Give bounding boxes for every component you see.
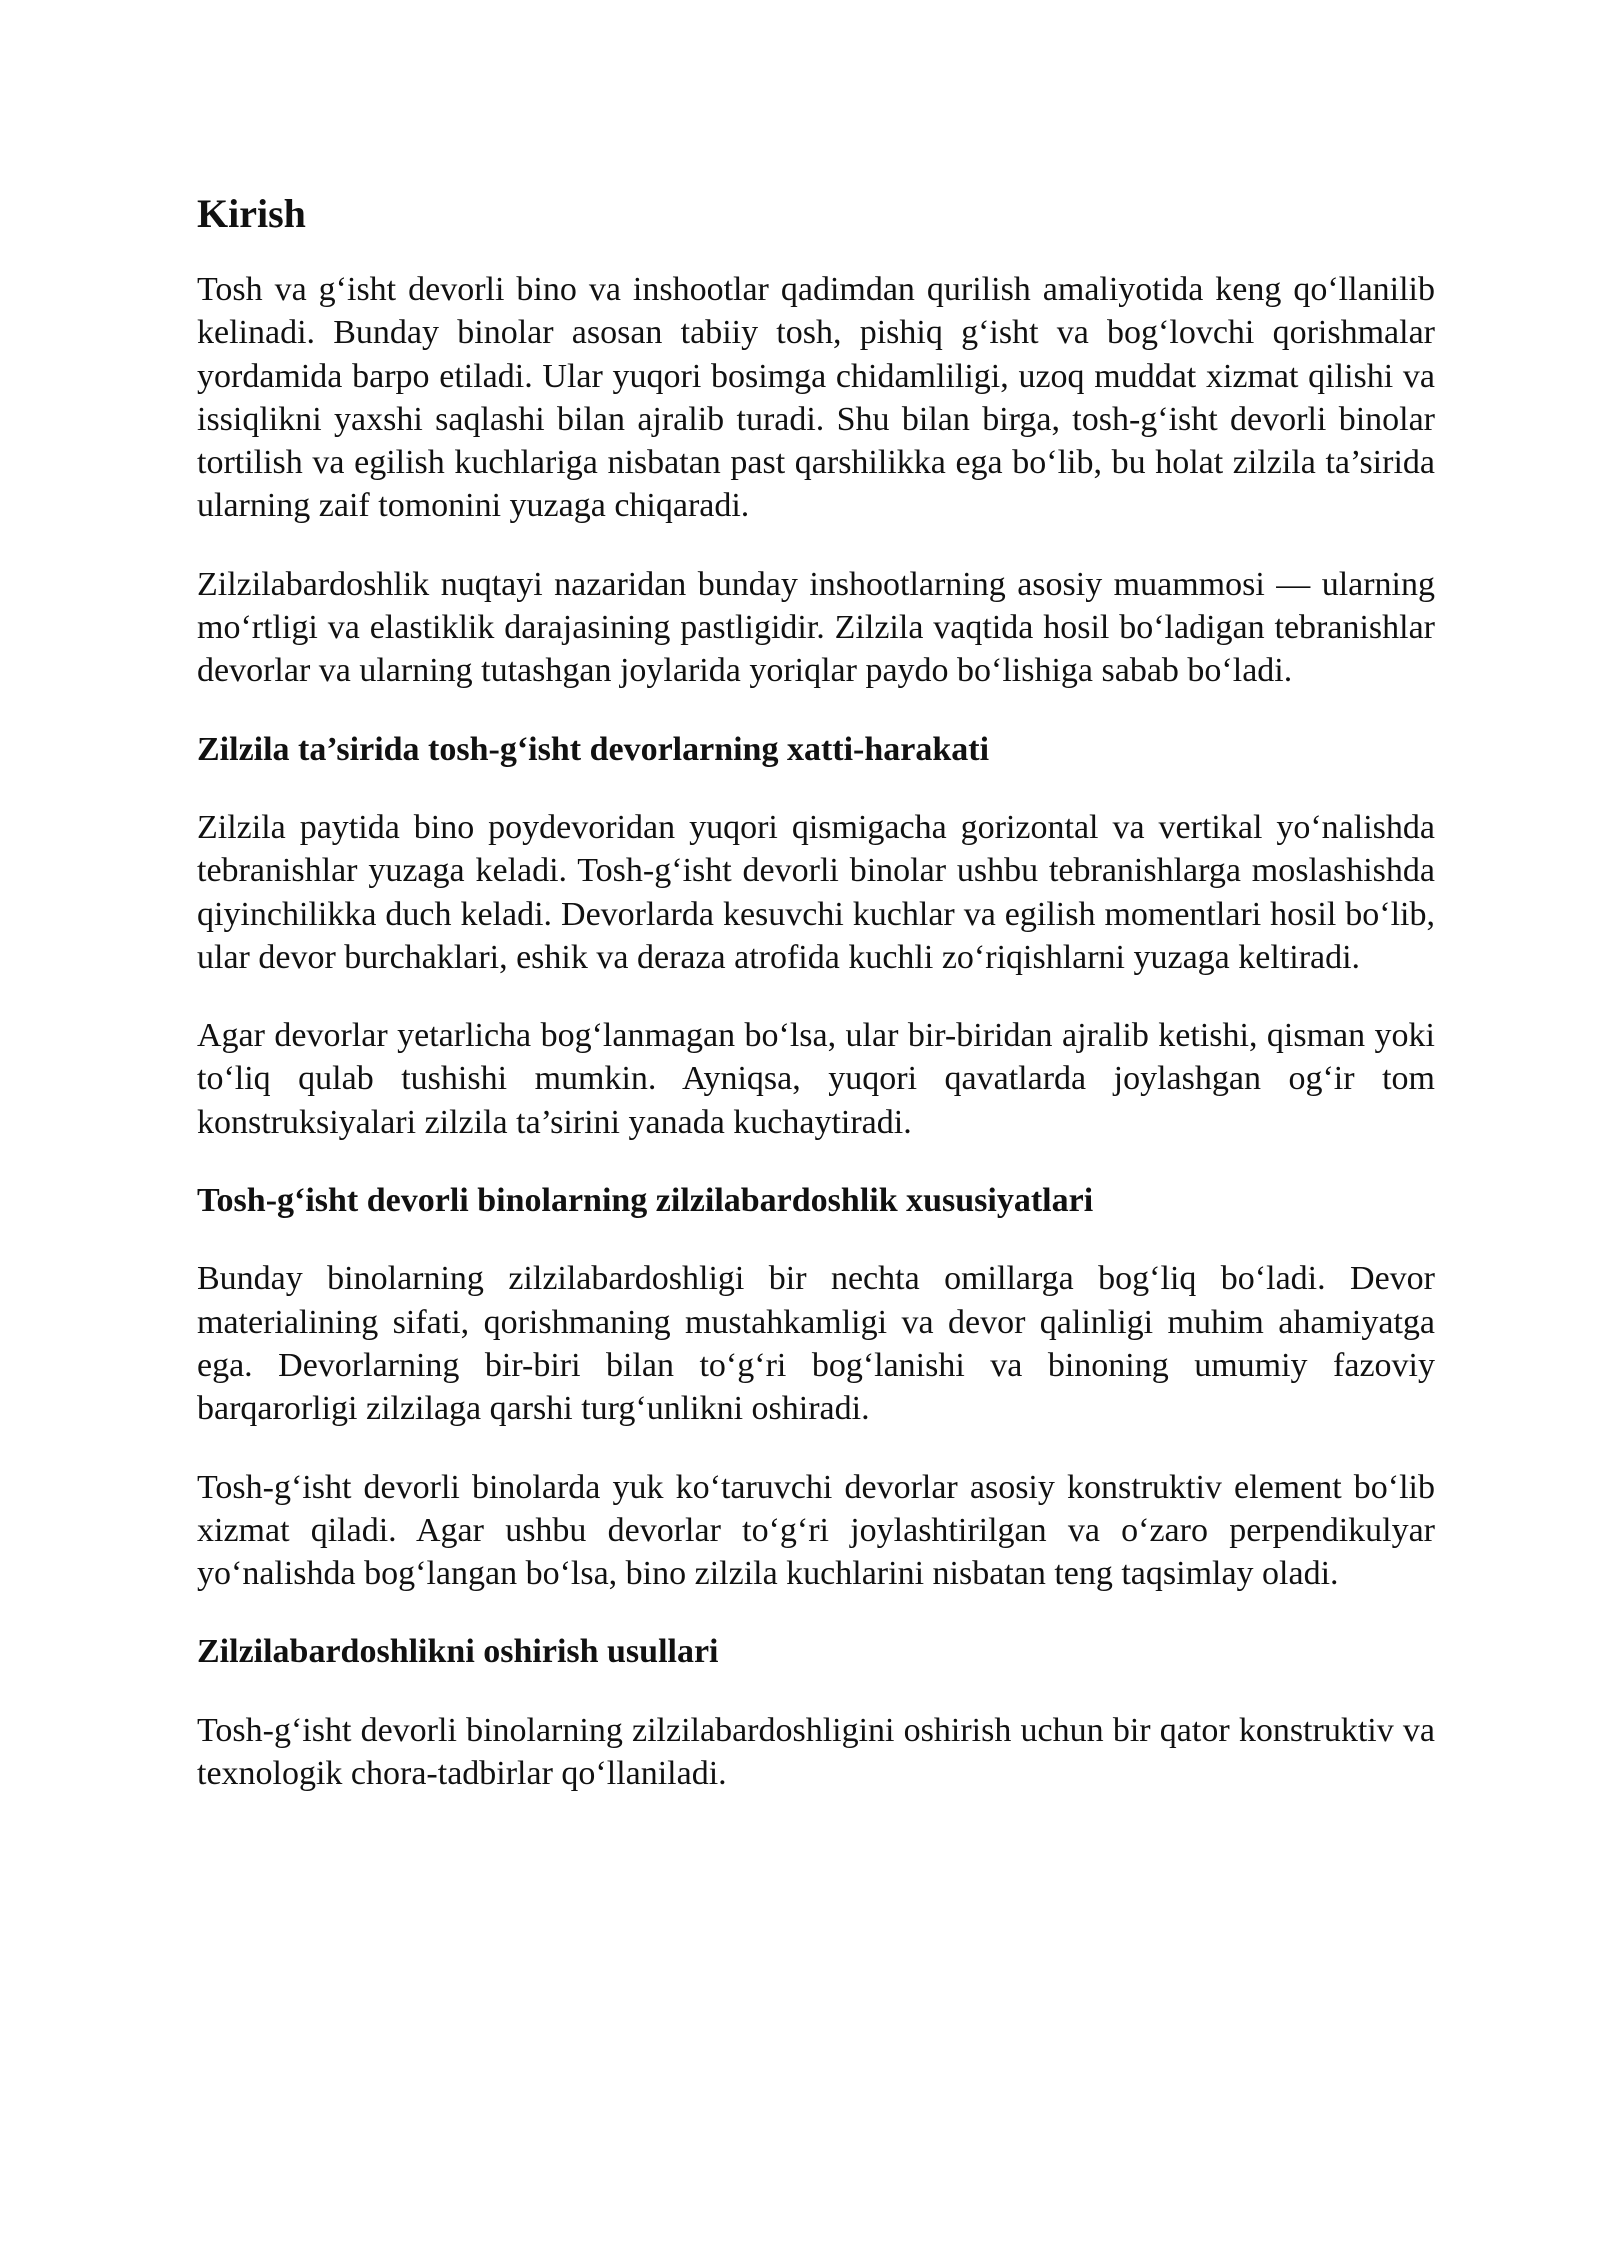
paragraph-behavior-1: Zilzila paytida bino poydevoridan yuqori qismigacha gorizontal va vertikal yo‘nalishda tebranishlar yuzaga keladi. Tosh-g‘isht devorli binolar ushbu tebranishlarga moslashishda qiyinchilikka duch keladi. Devorlarda kesuvchi kuchlar va egilish momentlari hosil bo‘lib, ular devor burchaklari, eshik va deraza atrofida kuchli zo‘riqishlarni yuzaga keltiradi. xyxy=(197,808,1435,976)
paragraph-properties-2: Tosh-g‘isht devorli binolarda yuk ko‘taruvchi devorlar asosiy konstruktiv element bo‘lib xizmat qiladi. Agar ushbu devorlar to‘g‘ri joylashtirilgan va o‘zaro perpendikulyar yo‘nalishda bog‘langan bo‘lsa, bino zilzila kuchlarini nisbatan teng taqsimlay oladi. xyxy=(197,1468,1435,1593)
paragraph-intro-1: Tosh va g‘isht devorli bino va inshootlar qadimdan qurilish amaliyotida keng qo‘llanilib kelinadi. Bunday binolar asosan tabiiy tosh, pishiq g‘isht va bog‘lovchi qorishmalar yordamida barpo etiladi. Ular yuqori bosimga chidamliligi, uzoq muddat xizmat qilishi va issiqlikni yaxshi saqlashi bilan ajralib turadi. Shu bilan birga, tosh-g‘isht devorli binolar tortilish va egilish kuchlariga nisbatan past qarshilikka ega bo‘lib, bu holat zilzila ta’sirida ularning zaif tomonini yuzaga chiqaradi. xyxy=(197,271,1435,525)
page-title: Kirish xyxy=(197,191,306,236)
paragraph-behavior-2: Agar devorlar yetarlicha bog‘lanmagan bo‘lsa, ular bir-biridan ajralib ketishi, qisman yoki to‘liq qulab tushishi mumkin. Ayniqsa, yuqori qavatlarda joylashgan og‘ir tom konstruksiyalari zilzila ta’sirini yanada kuchaytiradi. xyxy=(197,1017,1435,1141)
section-heading-methods: Zilzilabardoshlikni oshirish usullari xyxy=(197,1633,719,1671)
document-page xyxy=(197,190,1435,1830)
paragraph-properties-1: Bunday binolarning zilzilabardoshligi bir nechta omillarga bog‘liq bo‘ladi. Devor materialining sifati, qorishmaning mustahkamligi va devor qalinligi muhim ahamiyatga ega. Devorlarning bir-biri bilan to‘g‘ri bog‘lanishi va binoning umumiy fazoviy barqarorligi zilzilaga qarshi turg‘unlikni oshiradi. xyxy=(197,1260,1435,1428)
section-heading-properties: Tosh-g‘isht devorli binolarning zilzilabardoshlik xususiyatlari xyxy=(197,1182,1094,1220)
paragraph-methods-1: Tosh-g‘isht devorli binolarning zilzilabardoshligini oshirish uchun bir qator konstruktiv va texnologik chora-tadbirlar qo‘llaniladi. xyxy=(197,1711,1435,1793)
paragraph-intro-2: Zilzilabardoshlik nuqtayi nazaridan bunday inshootlarning asosiy muammosi — ularning mo‘rtligi va elastiklik darajasining pastligidir. Zilzila vaqtida hosil bo‘ladigan tebranishlar devorlar va ularning tutashgan joylarida yoriqlar paydo bo‘lishiga sabab bo‘ladi. xyxy=(197,565,1435,690)
section-heading-behavior: Zilzila ta’sirida tosh-g‘isht devorlarning xatti-harakati xyxy=(197,730,990,768)
